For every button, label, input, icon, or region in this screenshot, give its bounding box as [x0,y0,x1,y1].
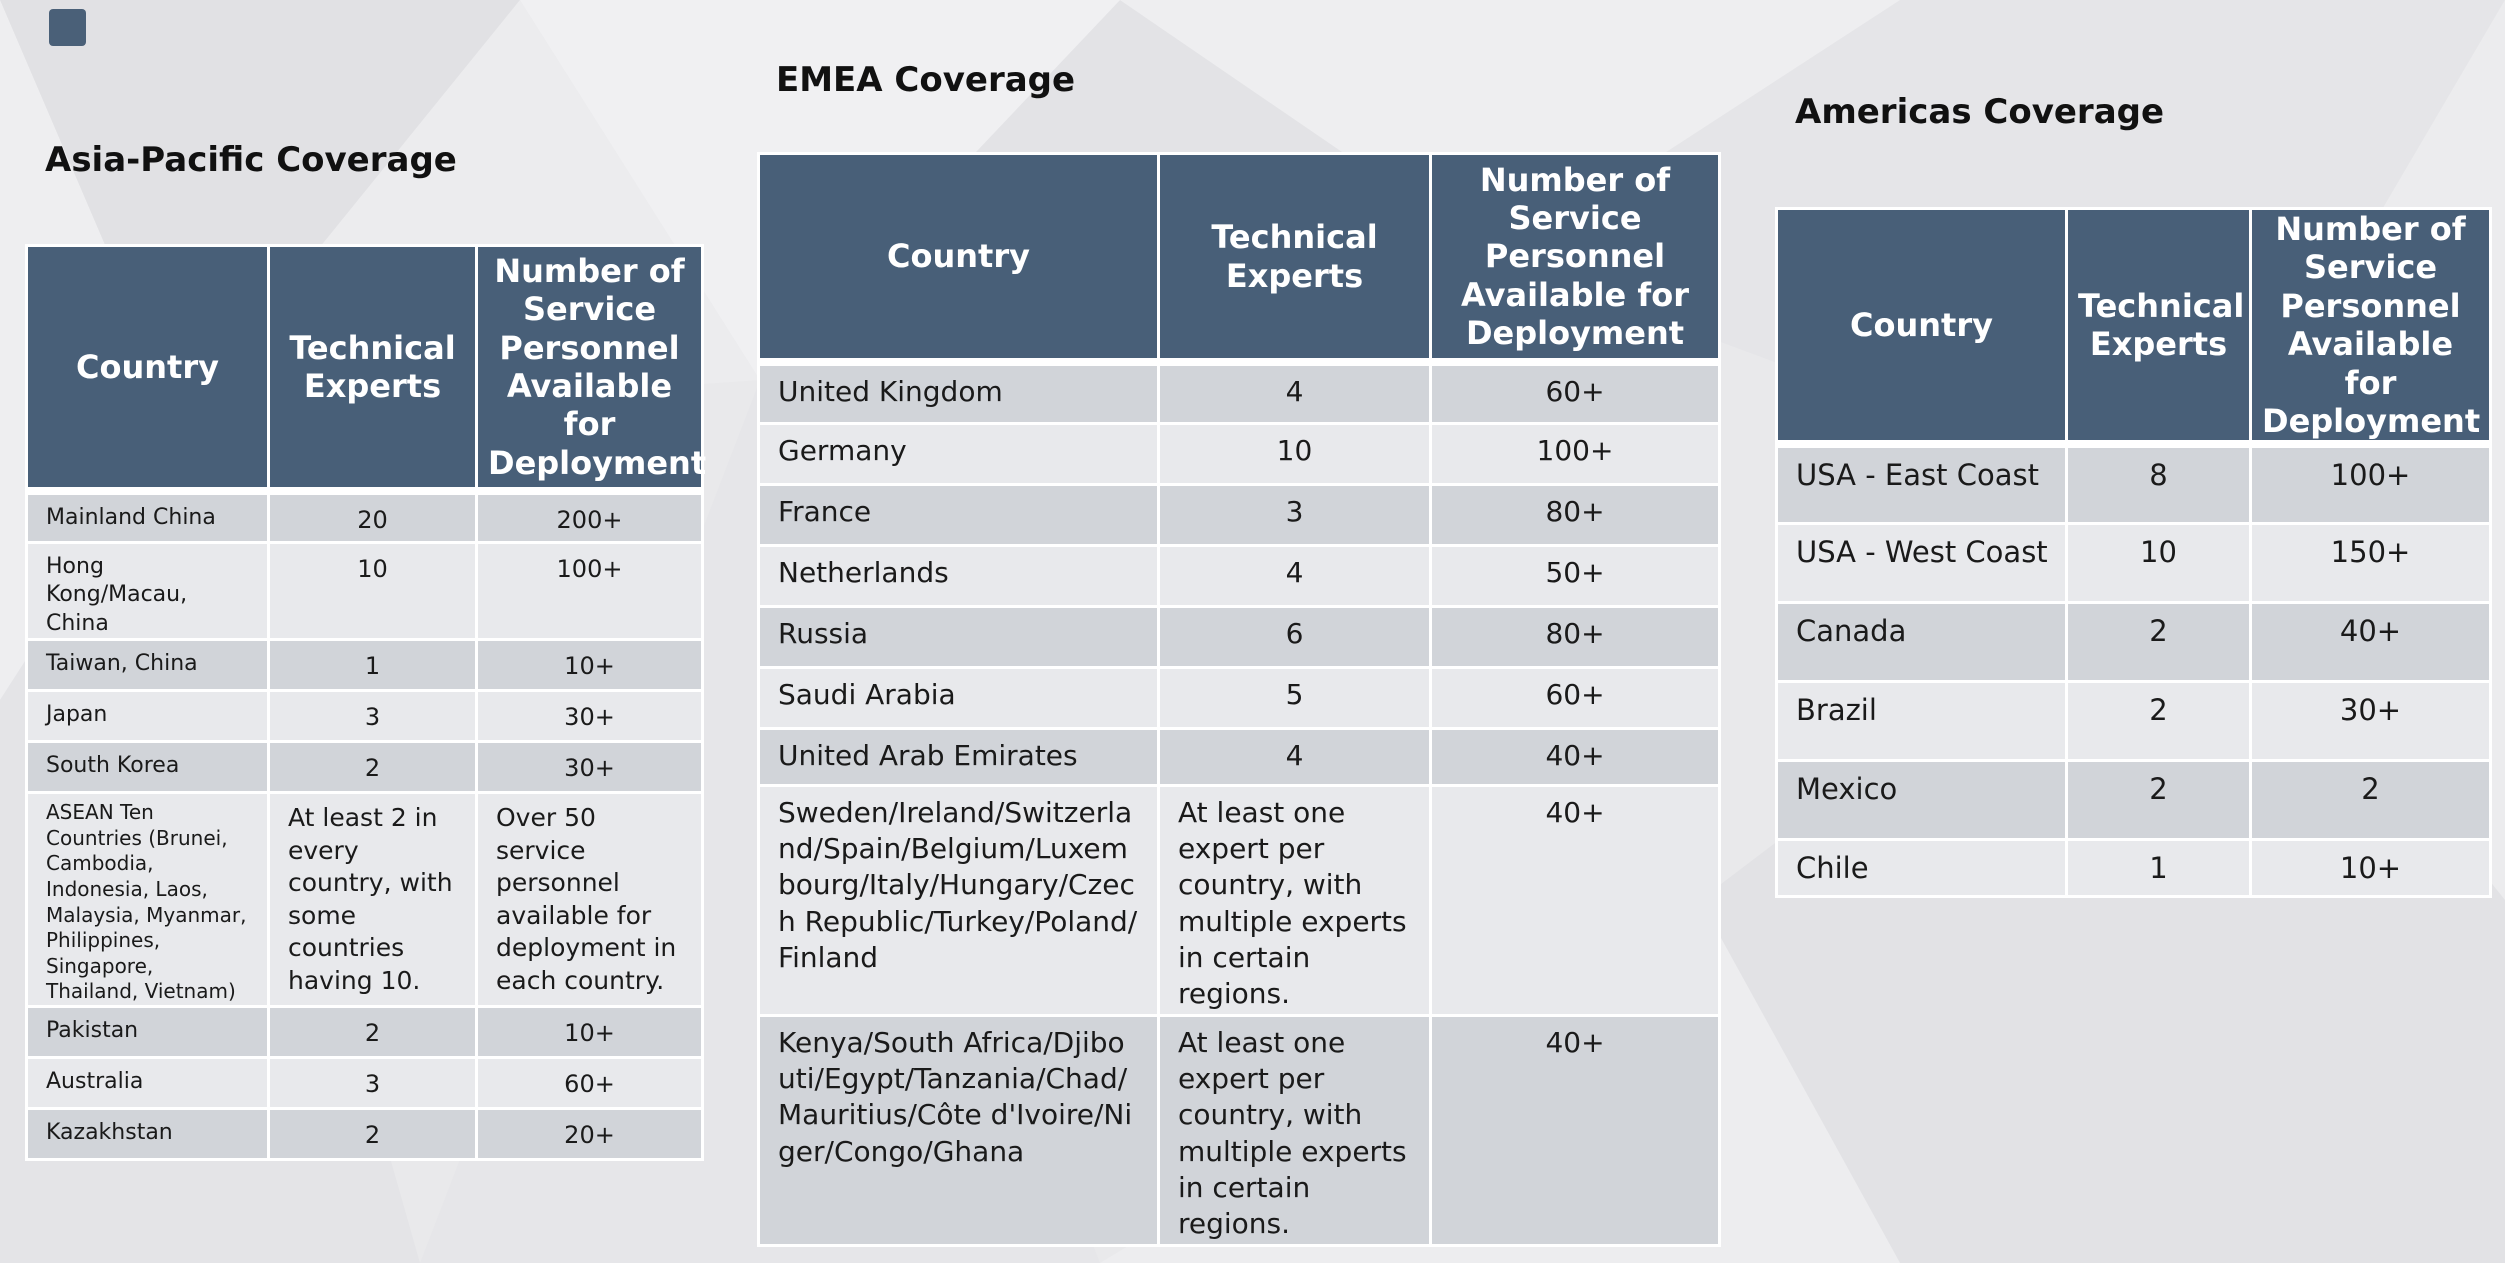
experts-cell: 2 [2067,602,2251,681]
experts-cell: 3 [269,1058,477,1109]
personnel-cell: 10+ [477,640,703,691]
personnel-cell: 20+ [477,1109,703,1160]
table-row [759,667,1720,728]
table-row [1777,523,2491,602]
table-row [27,793,703,1007]
logo-square [49,9,86,46]
country-cell: France [759,484,1159,545]
table-row [27,640,703,691]
experts-cell: At least 2 in every country, with some countries having 10. [269,793,477,1007]
header-service-personnel: Number of Service Personnel Available for Deployment [2251,209,2491,445]
table-row [759,545,1720,606]
table-row [1777,760,2491,839]
country-cell: Kazakhstan [27,1109,269,1160]
personnel-cell: 40+ [2251,602,2491,681]
experts-cell: 3 [269,691,477,742]
header-technical-experts: Technical Experts [269,246,477,492]
country-cell: Canada [1777,602,2067,681]
table-row [27,1058,703,1109]
table-row [759,423,1720,484]
personnel-cell: 60+ [477,1058,703,1109]
country-cell: Chile [1777,839,2067,896]
table-row [759,1015,1720,1245]
table-row [759,606,1720,667]
country-cell: USA - East Coast [1777,444,2067,523]
table-row [1777,602,2491,681]
country-cell: Germany [759,423,1159,484]
header-service-personnel: Number of Service Personnel Available for Deployment [1431,154,1720,363]
country-cell: Taiwan, China [27,640,269,691]
country-cell: United Arab Emirates [759,728,1159,785]
country-cell: USA - West Coast [1777,523,2067,602]
table-row [759,785,1720,1015]
header-row [1777,209,2491,445]
personnel-cell: 10+ [2251,839,2491,896]
country-cell: United Kingdom [759,362,1159,423]
table-row [1777,444,2491,523]
country-cell: Australia [27,1058,269,1109]
header-country: Country [27,246,269,492]
country-cell: Hong Kong/Macau, China [27,542,269,640]
country-cell: ASEAN Ten Countries (Brunei, Cambodia, Indonesia, Laos, Malaysia, Myanmar, Philippines, Singapore, Thailand, Vietnam) [27,793,269,1007]
personnel-cell: 150+ [2251,523,2491,602]
header-technical-experts: Technical Experts [2067,209,2251,445]
country-cell: Russia [759,606,1159,667]
experts-cell: 4 [1159,545,1431,606]
header-row [759,154,1720,363]
americas-coverage-table [1775,207,2492,898]
personnel-cell: 40+ [1431,1015,1720,1245]
experts-cell: 1 [2067,839,2251,896]
table-row [27,542,703,640]
personnel-cell: 30+ [477,691,703,742]
table-row [759,728,1720,785]
personnel-cell: 100+ [477,542,703,640]
experts-cell: 10 [1159,423,1431,484]
country-cell: Brazil [1777,681,2067,760]
personnel-cell: 100+ [1431,423,1720,484]
personnel-cell: 30+ [2251,681,2491,760]
experts-cell: At least one expert per country, with multiple experts in certain regions. [1159,1015,1431,1245]
table-row [27,1109,703,1160]
table-row [27,1007,703,1058]
country-cell: Japan [27,691,269,742]
experts-cell: 2 [269,1007,477,1058]
personnel-cell: 40+ [1431,785,1720,1015]
personnel-cell: 30+ [477,742,703,793]
table-row [1777,839,2491,896]
experts-cell: 6 [1159,606,1431,667]
table-row [27,742,703,793]
personnel-cell: 80+ [1431,484,1720,545]
country-cell: South Korea [27,742,269,793]
emea-title: EMEA Coverage [776,60,1076,100]
country-cell: Pakistan [27,1007,269,1058]
experts-cell: 2 [2067,760,2251,839]
personnel-cell: 40+ [1431,728,1720,785]
header-service-personnel: Number of Service Personnel Available for Deployment [477,246,703,492]
experts-cell: 3 [1159,484,1431,545]
personnel-cell: 60+ [1431,362,1720,423]
experts-cell: At least one expert per country, with multiple experts in certain regions. [1159,785,1431,1015]
apac-coverage-table [25,244,707,1161]
apac-title: Asia-Pacific Coverage [45,140,457,180]
experts-cell: 1 [269,640,477,691]
experts-cell: 8 [2067,444,2251,523]
personnel-cell: 10+ [477,1007,703,1058]
experts-cell: 5 [1159,667,1431,728]
table-row [759,484,1720,545]
country-cell: Mexico [1777,760,2067,839]
header-country: Country [759,154,1159,363]
personnel-cell: 2 [2251,760,2491,839]
table-row [759,362,1720,423]
americas-title: Americas Coverage [1795,92,2165,132]
country-cell: Mainland China [27,491,269,542]
experts-cell: 2 [2067,681,2251,760]
personnel-cell: 80+ [1431,606,1720,667]
country-cell: Netherlands [759,545,1159,606]
experts-cell: 4 [1159,728,1431,785]
experts-cell: 10 [2067,523,2251,602]
experts-cell: 20 [269,491,477,542]
country-cell: Sweden/Ireland/Switzerland/Spain/Belgium/Luxembourg/Italy/Hungary/Czech Republic/Turkey/Poland/Finland [759,785,1159,1015]
header-country: Country [1777,209,2067,445]
personnel-cell: 50+ [1431,545,1720,606]
emea-coverage-table [757,152,1721,1247]
table-row [1777,681,2491,760]
country-cell: Saudi Arabia [759,667,1159,728]
experts-cell: 10 [269,542,477,640]
header-technical-experts: Technical Experts [1159,154,1431,363]
personnel-cell: 100+ [2251,444,2491,523]
personnel-cell: Over 50 service personnel available for deployment in each country. [477,793,703,1007]
header-row [27,246,703,492]
experts-cell: 4 [1159,362,1431,423]
country-cell: Kenya/South Africa/Djibouti/Egypt/Tanzania/Chad/Mauritius/Côte d'Ivoire/Niger/Congo/Ghana [759,1015,1159,1245]
personnel-cell: 60+ [1431,667,1720,728]
table-row [27,491,703,542]
table-row [27,691,703,742]
experts-cell: 2 [269,1109,477,1160]
personnel-cell: 200+ [477,491,703,542]
experts-cell: 2 [269,742,477,793]
